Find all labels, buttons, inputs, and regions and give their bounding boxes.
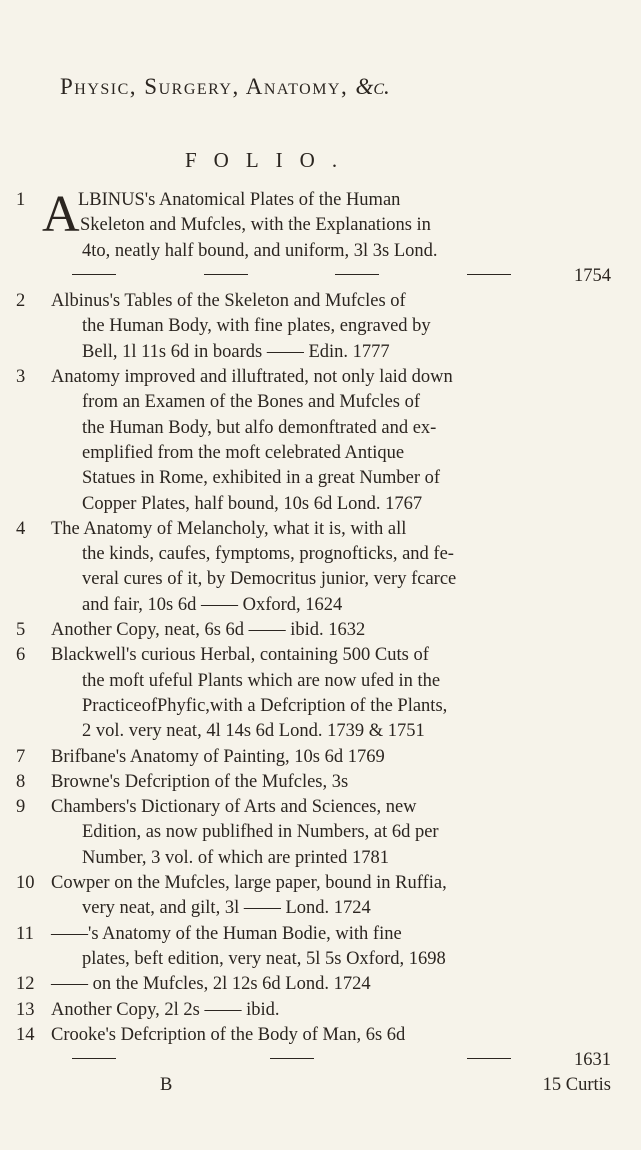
entry-line bbox=[0, 593, 641, 618]
entry-text: Chambers's Dictionary of Arts and Sciences, new bbox=[51, 797, 417, 818]
entry-line bbox=[0, 871, 641, 896]
ditto-dash bbox=[467, 274, 511, 275]
entry-text: Statues in Rome, exhibited in a great Number of bbox=[82, 468, 441, 489]
entry-line bbox=[0, 770, 641, 795]
entry-text: Another Copy, neat, 6s 6d —— ibid. 1632 bbox=[51, 620, 366, 641]
entry-line bbox=[0, 390, 641, 415]
entry-text: Skeleton and Mufcles, with the Explanations in bbox=[80, 215, 431, 236]
entry-text: Brifbane's Anatomy of Painting, 10s 6d 1769 bbox=[51, 746, 385, 767]
entry-number: 5 bbox=[16, 620, 26, 641]
entry-text: from an Examen of the Bones and Mufcles of bbox=[82, 392, 421, 413]
entry-number: 11 bbox=[16, 923, 34, 944]
entry-line bbox=[0, 213, 641, 238]
entry-text: Bell, 1l 11s 6d in boards —— Edin. 1777 bbox=[82, 341, 390, 362]
entry-text: and fair, 10s 6d —— Oxford, 1624 bbox=[82, 594, 343, 615]
entry-line bbox=[0, 1048, 641, 1073]
entry-number: 12 bbox=[16, 974, 35, 995]
ditto-dash bbox=[72, 1058, 116, 1059]
entry-number: 6 bbox=[16, 645, 26, 666]
entry-line bbox=[0, 340, 641, 365]
entry-text: the Human Body, with fine plates, engraved by bbox=[82, 316, 431, 337]
entry-number: 2 bbox=[16, 291, 26, 312]
entry-text: emplified from the moft celebrated Antique bbox=[82, 442, 405, 463]
entry-line bbox=[0, 972, 641, 997]
entry-line bbox=[0, 289, 641, 314]
ditto-dash bbox=[204, 274, 248, 275]
entry-number: 10 bbox=[16, 873, 35, 894]
entry-text: —— on the Mufcles, 2l 12s 6d Lond. 1724 bbox=[51, 974, 371, 995]
entry-line bbox=[0, 441, 641, 466]
ditto-dash bbox=[72, 274, 116, 275]
entry-line bbox=[0, 947, 641, 972]
ditto-dash bbox=[270, 1058, 314, 1059]
entry-line bbox=[0, 922, 641, 947]
entry-number: 7 bbox=[16, 746, 26, 767]
entry-line bbox=[0, 188, 641, 213]
entry-text: LBINUS's Anatomical Plates of the Human bbox=[78, 190, 401, 210]
entry-line bbox=[0, 669, 641, 694]
entry-number: 4 bbox=[16, 518, 26, 539]
entry-line bbox=[0, 492, 641, 517]
entry-text: the moft ufeful Plants which are now ufed in the bbox=[82, 670, 441, 691]
ditto-rule bbox=[72, 1058, 511, 1059]
entry-number: 8 bbox=[16, 771, 26, 792]
ditto-rule bbox=[72, 274, 511, 275]
entry-text: The Anatomy of Melancholy, what it is, with all bbox=[51, 518, 407, 539]
entry-line bbox=[0, 745, 641, 770]
entry-text: Copper Plates, half bound, 10s 6d Lond. 1767 bbox=[82, 493, 423, 514]
entry-line bbox=[0, 264, 641, 289]
entry-line bbox=[0, 719, 641, 744]
entry-text: plates, beft edition, very neat, 5l 5s Oxford, 1698 bbox=[82, 948, 446, 969]
entry-text: Browne's Defcription of the Mufcles, 3s bbox=[51, 771, 349, 792]
entry-text: Edition, as now publifhed in Numbers, at 6d per bbox=[82, 822, 439, 843]
entry-text: PracticeofPhyfic,with a Defcription of the Plants, bbox=[82, 695, 448, 716]
entry-text: Anatomy improved and illuftrated, not only laid down bbox=[51, 367, 453, 388]
entry-line bbox=[0, 314, 641, 339]
entry-line bbox=[0, 517, 641, 542]
entry-line bbox=[0, 365, 641, 390]
page-footer bbox=[0, 1073, 641, 1098]
section-title: FOLIO. bbox=[185, 148, 355, 172]
running-head-etc: &c. bbox=[355, 74, 390, 99]
entry-line bbox=[0, 820, 641, 845]
catalogue-entries bbox=[0, 188, 641, 1099]
entry-line bbox=[0, 795, 641, 820]
signature-mark: B bbox=[160, 1075, 173, 1096]
entry-text: the Human Body, but alfo demonftrated and ex- bbox=[82, 417, 437, 438]
entry-text: Cowper on the Mufcles, large paper, bound in Ruffia, bbox=[51, 873, 447, 894]
entry-text: the kinds, caufes, fymptoms, prognofticks, and fe- bbox=[82, 544, 454, 565]
entry-text: Crooke's Defcription of the Body of Man, 6s 6d bbox=[51, 1024, 406, 1045]
entry-line bbox=[0, 846, 641, 871]
entry-text: Number, 3 vol. of which are printed 1781 bbox=[82, 847, 390, 868]
entry-number: 1 bbox=[16, 190, 26, 210]
entry-line bbox=[0, 567, 641, 592]
entry-number: 9 bbox=[16, 797, 26, 818]
entry-line bbox=[0, 542, 641, 567]
entry-year: 1631 bbox=[574, 1050, 611, 1071]
running-head-text: Physic, Surgery, Anatomy, bbox=[60, 74, 349, 99]
entry-year: 1754 bbox=[574, 265, 611, 286]
entry-text: veral cures of it, by Democritus junior, very fcarce bbox=[82, 569, 457, 590]
entry-line bbox=[0, 1023, 641, 1048]
entry-number: 13 bbox=[16, 999, 35, 1020]
entry-number: 3 bbox=[16, 367, 26, 388]
entry-line bbox=[0, 618, 641, 643]
entry-text: ——'s Anatomy of the Human Bodie, with fine bbox=[51, 923, 402, 944]
catchword: 15 Curtis bbox=[542, 1075, 611, 1096]
entry-line bbox=[0, 896, 641, 921]
ditto-dash bbox=[335, 274, 379, 275]
entry-line bbox=[0, 466, 641, 491]
entry-text: Albinus's Tables of the Skeleton and Mufcles of bbox=[51, 291, 406, 312]
entry-line bbox=[0, 694, 641, 719]
entry-line bbox=[0, 998, 641, 1023]
running-head bbox=[60, 74, 580, 100]
entry-number: 14 bbox=[16, 1024, 35, 1045]
drop-cap: A bbox=[42, 186, 80, 243]
entry-text: 4to, neatly half bound, and uniform, 3l 3s Lond. bbox=[82, 240, 438, 261]
entry-line bbox=[0, 416, 641, 441]
entry-text: Blackwell's curious Herbal, containing 500 Cuts of bbox=[51, 645, 429, 666]
ditto-dash bbox=[467, 1058, 511, 1059]
entry-text: Another Copy, 2l 2s —— ibid. bbox=[51, 999, 280, 1020]
entry-text: 2 vol. very neat, 4l 14s 6d Lond. 1739 & 1751 bbox=[82, 721, 425, 742]
entry-line bbox=[0, 643, 641, 668]
entry-line bbox=[0, 239, 641, 264]
entry-text: very neat, and gilt, 3l —— Lond. 1724 bbox=[82, 898, 371, 919]
